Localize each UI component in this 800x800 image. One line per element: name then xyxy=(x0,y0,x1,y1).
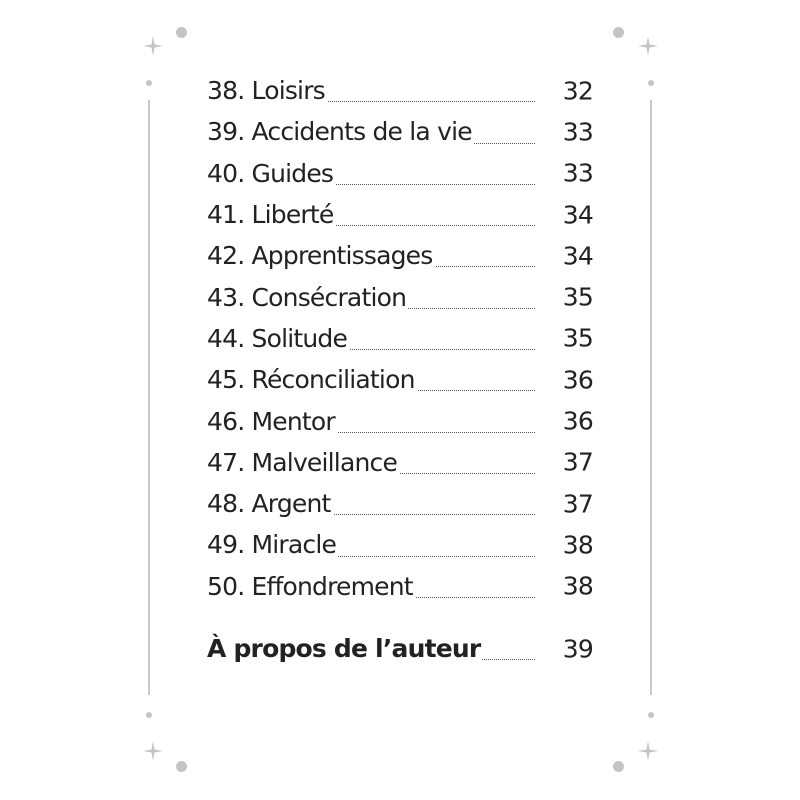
toc-entry-page: 38 xyxy=(543,572,593,601)
toc-entry-page: 36 xyxy=(543,407,593,436)
left-frame-line xyxy=(148,100,150,695)
ornament-dot xyxy=(648,712,654,718)
sparkle-star-icon xyxy=(143,741,163,761)
toc-entry-40[interactable] xyxy=(207,153,593,194)
ornament-dot xyxy=(176,761,187,772)
toc-entry-page: 35 xyxy=(543,283,593,312)
toc-entry-49[interactable] xyxy=(207,524,593,565)
toc-entry-48[interactable] xyxy=(207,483,593,524)
toc-entry-title: 50. Effondrement xyxy=(207,571,413,601)
toc-entry-title: 42. Apprentissages xyxy=(207,241,433,271)
toc-entry-44[interactable] xyxy=(207,318,593,359)
toc-entry-title: 46. Mentor xyxy=(207,406,335,436)
toc-entry-38[interactable] xyxy=(207,70,593,111)
ornament-dot xyxy=(176,27,187,38)
toc-entry-page: 35 xyxy=(543,324,593,353)
toc-entry-50[interactable] xyxy=(207,566,593,607)
toc-entry-about-author[interactable] xyxy=(207,628,593,669)
toc-entry-page: 37 xyxy=(543,489,593,518)
toc-entry-title: À propos de l’auteur xyxy=(207,634,481,663)
toc-entry-page: 38 xyxy=(543,530,593,559)
table-of-contents xyxy=(207,70,593,669)
toc-entry-title: 45. Réconciliation xyxy=(207,365,415,395)
sparkle-star-icon xyxy=(638,741,658,761)
toc-entry-title: 49. Miracle xyxy=(207,530,337,560)
toc-entry-title: 43. Consécration xyxy=(207,282,407,312)
toc-entry-title: 44. Solitude xyxy=(207,323,348,353)
toc-entry-43[interactable] xyxy=(207,276,593,317)
toc-entry-page: 37 xyxy=(543,448,593,477)
sparkle-star-icon xyxy=(638,36,658,56)
toc-entry-page: 34 xyxy=(543,200,593,229)
ornament-dot xyxy=(648,80,654,86)
toc-entry-title: 38. Loisirs xyxy=(207,76,325,106)
toc-entry-page: 33 xyxy=(543,117,593,146)
toc-entry-title: 47. Malveillance xyxy=(207,447,398,477)
toc-entry-46[interactable] xyxy=(207,400,593,441)
toc-entry-45[interactable] xyxy=(207,359,593,400)
toc-entry-title: 41. Liberté xyxy=(207,200,334,230)
toc-entry-title: 40. Guides xyxy=(207,158,334,188)
ornament-dot xyxy=(613,27,624,38)
ornament-dot xyxy=(146,80,152,86)
ornament-dot xyxy=(613,761,624,772)
ornament-dot xyxy=(146,712,152,718)
toc-entry-page: 34 xyxy=(543,241,593,270)
right-frame-line xyxy=(650,100,652,695)
toc-entry-page: 39 xyxy=(543,634,593,663)
toc-entry-page: 33 xyxy=(543,159,593,188)
toc-entry-title: 48. Argent xyxy=(207,489,331,519)
toc-entry-page: 36 xyxy=(543,365,593,394)
toc-entry-page: 32 xyxy=(543,76,593,105)
toc-entry-title: 39. Accidents de la vie xyxy=(207,117,472,147)
toc-entry-42[interactable] xyxy=(207,235,593,276)
toc-entry-39[interactable] xyxy=(207,111,593,152)
toc-entry-47[interactable] xyxy=(207,442,593,483)
toc-entry-41[interactable] xyxy=(207,194,593,235)
sparkle-star-icon xyxy=(143,36,163,56)
